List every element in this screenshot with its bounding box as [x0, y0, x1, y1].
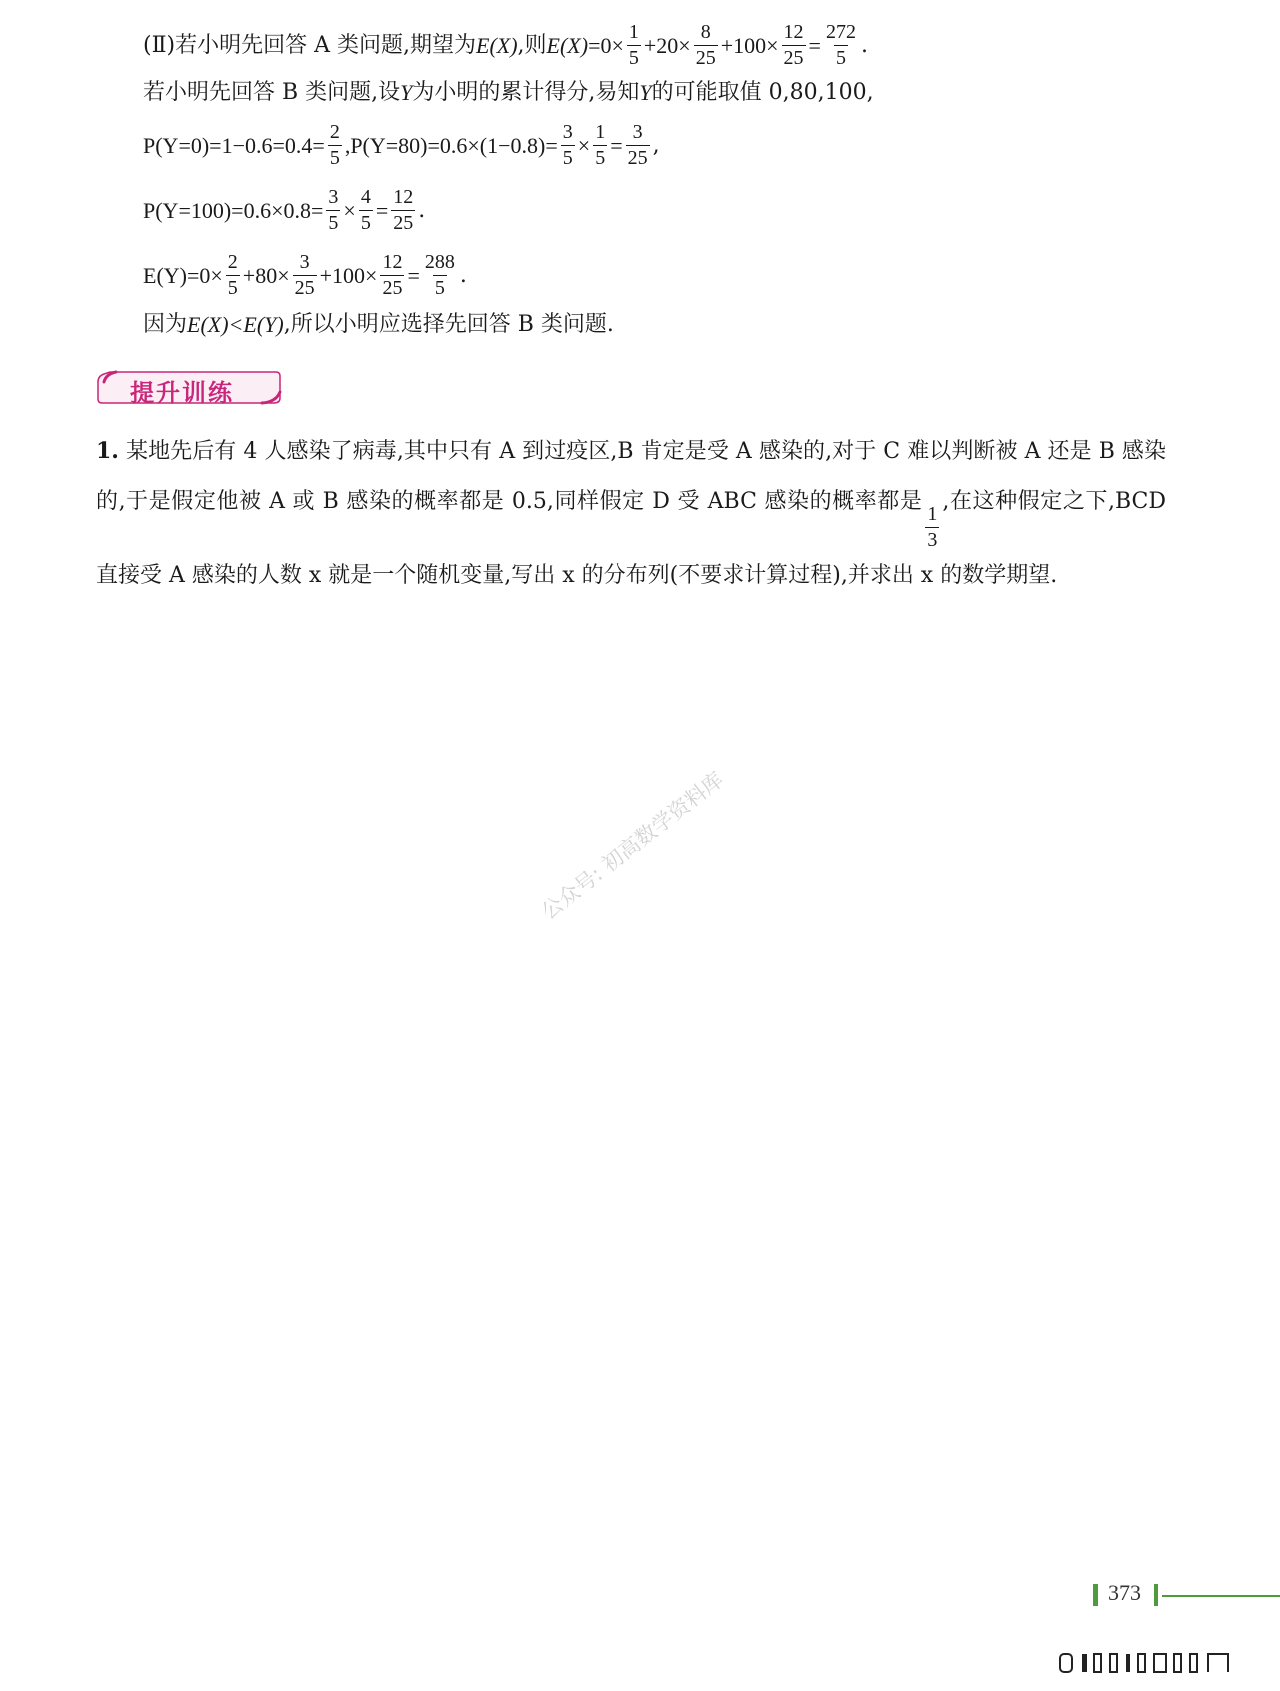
math-var: Y	[639, 80, 652, 105]
math-var: Y	[400, 80, 413, 105]
fraction: $\frac{272}{5}$	[825, 21, 856, 69]
text: =	[407, 262, 420, 288]
watermark: 公众号: 初高数学资料库	[536, 767, 729, 925]
text: .	[459, 262, 467, 288]
text: +100×	[720, 32, 779, 58]
text: 为小明的累计得分,易知	[412, 80, 640, 105]
solution-line-1	[143, 22, 868, 69]
fraction: $\frac{2}{5}$	[329, 121, 340, 169]
text: ×	[577, 132, 591, 158]
math-ex: E(X)	[546, 32, 589, 58]
fraction: $\frac{288}{5}$	[424, 251, 455, 299]
fraction: $\frac{1}{3}$	[927, 503, 938, 551]
text: +80×	[242, 262, 290, 288]
solution-line-2	[143, 82, 874, 104]
fraction: $\frac{2}{5}$	[227, 251, 238, 299]
text: +100×	[319, 262, 378, 288]
section-header	[96, 368, 282, 406]
problem-1	[96, 426, 1166, 601]
fraction: $\frac{1}{5}$	[595, 121, 606, 169]
text: +20×	[643, 32, 691, 58]
solution-line-5	[143, 252, 467, 299]
fraction: $\frac{3}{5}$	[562, 121, 573, 169]
pageno-left-bar	[1093, 1584, 1098, 1606]
problem-number: 1.	[96, 438, 119, 464]
text: .	[860, 32, 868, 58]
text: =	[808, 32, 821, 58]
text: =	[375, 197, 389, 223]
text: 的可能取值 0,80,100,	[651, 80, 874, 105]
text: ,则	[517, 32, 547, 58]
text: ,P(Y=80)=0.6×(1−0.8)=	[344, 132, 558, 158]
text: =	[610, 132, 623, 158]
fraction: $\frac{12}{25}$	[783, 21, 804, 69]
fraction: $\frac{3}{25}$	[294, 251, 315, 299]
text: E(Y)=0×	[143, 262, 223, 288]
pageno-right-bar	[1154, 1584, 1158, 1606]
fraction: $\frac{12}{25}$	[382, 251, 403, 299]
problem-text: ,在这种假定之下,BCD 直接受 A 感染的人数 x 就是一个随机变量,写出 x 的分布列(不要求计算过程),并求出 x 的数学期望.	[96, 489, 1166, 588]
text: ×	[343, 197, 356, 223]
text: ,	[652, 132, 660, 158]
fraction: $\frac{8}{25}$	[695, 21, 716, 69]
text: 因为	[143, 312, 188, 337]
text: (Ⅱ)若小明先回答 A 类问题,期望为	[143, 32, 476, 58]
text: ,所以小明应选择先回答 B 类问题.	[283, 312, 614, 337]
fraction: $\frac{1}{5}$	[628, 21, 639, 69]
math-ex: E(X)<E(Y)	[187, 312, 284, 337]
fraction: $\frac{3}{5}$	[328, 186, 339, 234]
text: P(Y=100)=0.6×0.8=	[143, 197, 324, 223]
text: 若小明先回答 B 类问题,设	[143, 80, 401, 105]
math-ex: E(X)	[476, 32, 518, 58]
text: P(Y=0)=1−0.6=0.4=	[143, 132, 325, 158]
solution-line-3	[143, 122, 660, 169]
fraction: $\frac{3}{25}$	[627, 121, 648, 169]
pageno-rule	[1162, 1595, 1280, 1597]
text: =0×	[588, 32, 624, 58]
fraction: $\frac{12}{25}$	[393, 186, 414, 234]
fraction: $\frac{4}{5}$	[360, 186, 371, 234]
solution-line-6	[143, 314, 614, 336]
problem-text: 某地先后有 4 人感染了病毒,其中只有 A 到过疫区,B 肯定是受 A 感染的,对于 C 难以判断被 A 还是 B 感染的,于是假定他被 A 或 B 感染的概率都是 0.5,同样假定 D 受 ABC 感染的概率都是	[96, 439, 1166, 514]
page-number: 373	[1108, 1580, 1141, 1605]
text: .	[418, 197, 426, 223]
footer-strip-icon	[1058, 1652, 1258, 1674]
section-title: 提升训练	[130, 379, 234, 407]
solution-line-4	[143, 187, 425, 234]
